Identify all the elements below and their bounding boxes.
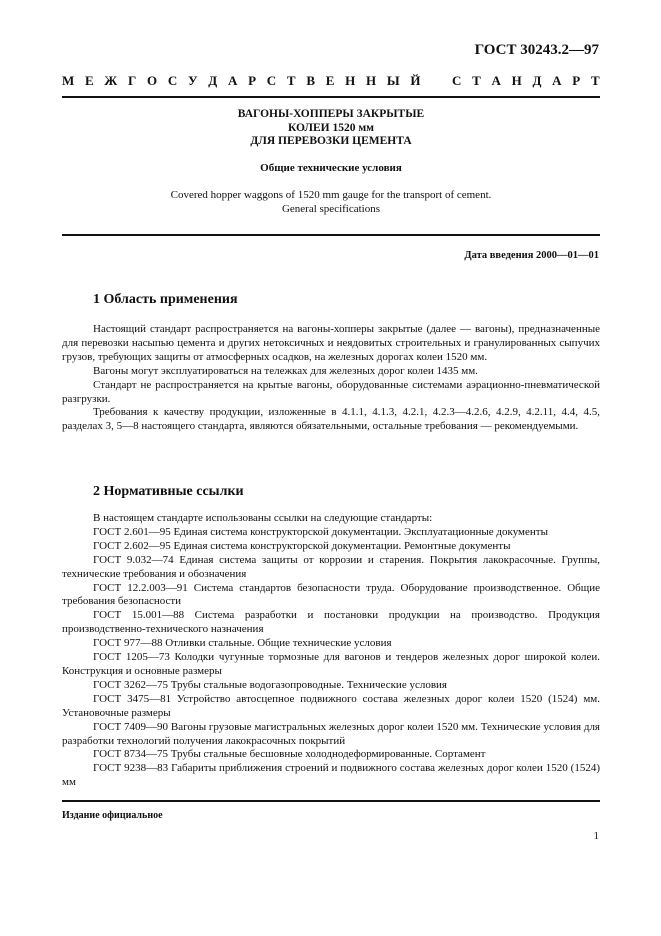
banner-letter: М: [62, 73, 75, 88]
banner-gap: [431, 73, 441, 89]
references-intro: В настоящем стандарте использованы ссылки на следующие стандарты:: [93, 512, 433, 524]
banner-letter: Р: [572, 73, 581, 88]
banner-letter: Н: [366, 73, 377, 88]
reference-item: ГОСТ 3475—81 Устройство автосцепное подвижного состава железных дорог колеи 1520 (1524) мм. Установочные размеры: [62, 692, 600, 719]
banner-letter: О: [147, 73, 158, 88]
banner-letter: Т: [590, 73, 600, 88]
paragraph: Вагоны могут эксплуатироваться на тележках для железных дорог колеи 1435 мм.: [93, 364, 478, 377]
interstate-standard-banner: [62, 73, 600, 89]
section-2-body: [62, 512, 600, 790]
title-line-2: КОЛЕИ 1520 мм: [287, 121, 375, 134]
paragraph: Требования к качеству продукции, изложенные в 4.1.1, 4.1.3, 4.2.1, 4.2.3—4.2.6, 4.2.9, 4.2.11, 4.4, 4.5, разделах 3, 5—8 настоящего стандарта, являются обязательными, остальные требования — рекомендуемыми.: [62, 406, 600, 433]
document-code: ГОСТ 30243.2—97: [474, 42, 599, 58]
banner-letter: С: [266, 73, 277, 88]
banner-letter: Д: [532, 73, 542, 88]
footer-rule: [62, 800, 600, 802]
banner-letter: А: [552, 73, 562, 88]
banner-letter: Ы: [386, 73, 400, 88]
reference-item: ГОСТ 8734—75 Трубы стальные бесшовные холоднодеформированные. Сортамент: [93, 748, 486, 761]
reference-item: ГОСТ 9238—83 Габариты приближения строений и подвижного состава железных дорог колеи 1520 (1524) мм: [62, 762, 600, 789]
english-title-line-1: Covered hopper waggons of 1520 mm gauge for the transport of cement.: [170, 188, 492, 201]
reference-item: ГОСТ 9.032—74 Единая система защиты от коррозии и старения. Покрытия лакокрасочные. Группы, технические требования и обозначения: [62, 553, 600, 580]
reference-item: ГОСТ 3262—75 Трубы стальные водогазопроводные. Технические условия: [93, 678, 447, 691]
reference-item: ГОСТ 2.601—95 Единая система конструкторской документации. Эксплуатационные документы: [93, 525, 548, 538]
reference-item: ГОСТ 12.2.003—91 Система стандартов безопасности труда. Оборудование производственное. Общие требования безопасности: [62, 581, 600, 608]
reference-item: ГОСТ 1205—73 Колодки чугунные тормозные для вагонов и тендеров железных дорог широкой колеи. Конструкция и основные размеры: [62, 651, 600, 677]
section-1-body: [62, 323, 600, 434]
banner-letter: Е: [325, 73, 335, 88]
banner-letter: Р: [248, 73, 257, 88]
banner-letter: Н: [511, 73, 522, 88]
banner-letter: Й: [410, 73, 421, 88]
banner-letter: Г: [128, 73, 137, 88]
subtitle: Общие технические условия: [260, 161, 402, 174]
banner-letter: Т: [286, 73, 296, 88]
reference-item: ГОСТ 15.001—88 Система разработки и постановки продукции на производство. Продукция производственно-технического назначения: [62, 609, 600, 636]
paragraph: Стандарт не распространяется на крытые вагоны, оборудованные системами аэрационно-пневматической разгрузки.: [62, 378, 600, 405]
reference-item: ГОСТ 7409—90 Вагоны грузовые магистральных железных дорог колеи 1520 мм. Технические условия для разработки технологий получения лакокрасочных покрытий: [62, 720, 600, 747]
title-line-3: ДЛЯ ПЕРЕВОЗКИ ЦЕМЕНТА: [250, 135, 412, 147]
introduction-date: Дата введения 2000—01—01: [464, 250, 599, 261]
banner-letter: Ж: [104, 73, 118, 88]
section-1-heading: 1 Область применения: [93, 292, 238, 307]
title-line-1: ВАГОНЫ-ХОППЕРЫ ЗАКРЫТЫЕ: [237, 108, 425, 120]
title-rule: [62, 234, 600, 236]
page-number: 1: [593, 830, 599, 842]
banner-letter: Д: [208, 73, 218, 88]
title-block: [62, 108, 600, 216]
section-2-heading: 2 Нормативные ссылки: [93, 484, 244, 499]
banner-letter: С: [167, 73, 178, 88]
reference-item: ГОСТ 2.602—95 Единая система конструкторской документации. Ремонтные документы: [93, 539, 511, 552]
banner-letter: Н: [345, 73, 356, 88]
banner-letter: Е: [85, 73, 94, 88]
english-title: [62, 188, 600, 216]
banner-letter: С: [451, 73, 462, 88]
official-edition-label: Издание официальное: [62, 810, 163, 821]
reference-item: ГОСТ 977—88 Отливки стальные. Общие технические условия: [93, 637, 392, 650]
english-title-line-2: General specifications: [281, 202, 381, 215]
banner-letter: Т: [472, 73, 481, 88]
banner-letter: В: [306, 73, 315, 88]
paragraph: Настоящий стандарт распространяется на вагоны-хопперы закрытые (далее — вагоны), предназначенные для перевозки насыпью цемента и других нетоксичных и неядовитых строительных и гранулированных сыпучих грузов, требующих защиты от атмосферных осадков, на железных дорогах колеи 1520 мм.: [62, 323, 600, 363]
banner-letter: А: [491, 73, 501, 88]
banner-letter: А: [227, 73, 238, 88]
header-rule: [62, 96, 600, 98]
banner-letter: У: [188, 73, 198, 88]
